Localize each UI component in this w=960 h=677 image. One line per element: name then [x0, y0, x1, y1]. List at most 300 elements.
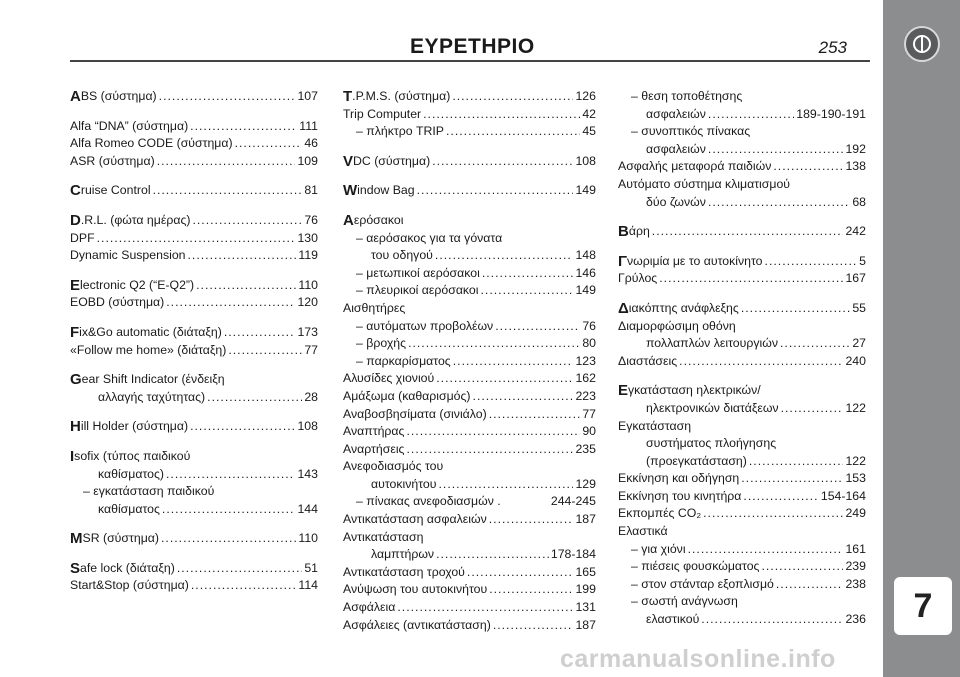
index-term: – εγκατάσταση παιδικού — [83, 484, 215, 499]
index-term: ασφαλειών — [646, 106, 706, 121]
page-ref: 122 — [845, 453, 866, 468]
index-line[interactable] — [70, 153, 318, 171]
page-ref: 173 — [297, 324, 318, 339]
index-column-2 — [343, 88, 596, 646]
dot-leader — [708, 141, 844, 159]
page-ref: 187 — [575, 512, 596, 527]
page-ref: 28 — [304, 389, 318, 404]
index-line[interactable] — [618, 194, 866, 212]
index-line[interactable] — [70, 389, 318, 407]
index-entry — [70, 418, 318, 436]
page-ref: 146 — [575, 265, 596, 280]
dot-leader — [406, 441, 573, 459]
index-entry — [618, 88, 866, 211]
index-term: άρη — [628, 224, 650, 239]
index-term: γκατάσταση ηλεκτρικών/ — [628, 383, 761, 398]
page-ref: 111 — [299, 118, 318, 133]
dot-leader — [228, 342, 302, 360]
dot-leader — [166, 294, 295, 312]
page-ref: 144 — [297, 501, 318, 516]
index-term: sofix (τύπος παιδικού — [74, 448, 191, 463]
dot-leader — [188, 247, 297, 265]
index-line[interactable] — [343, 511, 596, 529]
page-ref: 129 — [575, 476, 596, 491]
index-term: Εκκίνηση και οδήγηση — [618, 471, 740, 486]
page-ref: 120 — [297, 295, 318, 310]
index-line[interactable] — [70, 324, 318, 342]
chapter-tab[interactable]: 7 — [894, 577, 952, 635]
initial-letter: D — [70, 211, 81, 229]
index-term: ill Holder (σύστημα) — [80, 419, 189, 434]
index-entry — [70, 448, 318, 518]
page-ref: 189-190-191 — [796, 106, 866, 121]
dot-leader — [235, 135, 303, 153]
index-term: Αναβοσβησίματα (σινιάλο) — [343, 406, 487, 421]
dot-leader — [436, 546, 549, 564]
page-ref: 42 — [582, 106, 596, 121]
dot-leader — [708, 106, 794, 124]
dot-leader — [157, 153, 296, 171]
page-ref: 80 — [582, 336, 596, 351]
index-line[interactable] — [618, 158, 866, 176]
index-line[interactable] — [343, 546, 596, 564]
page-ref: 244-245 — [550, 494, 596, 509]
index-line[interactable] — [343, 493, 596, 511]
index-line[interactable] — [618, 558, 866, 576]
index-term: – θεση τοποθέτησης — [631, 89, 743, 103]
index-entry — [70, 324, 318, 359]
index-line[interactable] — [343, 247, 596, 265]
dot-leader — [493, 617, 574, 635]
index-term: Alfa “DNA” (σύστημα) — [70, 118, 189, 133]
dot-leader — [191, 577, 297, 595]
page-ref: 77 — [304, 342, 318, 357]
index-line[interactable] — [618, 382, 866, 400]
dot-leader — [436, 370, 573, 388]
dot-leader — [177, 560, 302, 578]
index-term: καθίσματος — [98, 501, 160, 516]
index-term: – πλήκτρο TRIP — [356, 124, 444, 139]
index-entry — [70, 371, 318, 406]
side-band — [883, 0, 960, 677]
index-line[interactable] — [70, 448, 318, 466]
index-term: ruise Control — [80, 183, 151, 198]
page-ref: 107 — [297, 89, 318, 103]
index-line[interactable] — [343, 458, 596, 476]
index-line[interactable] — [618, 88, 866, 106]
dot-leader — [192, 212, 302, 230]
index-entry — [343, 182, 596, 200]
index-term: Αντικατάσταση τροχού — [343, 564, 465, 579]
page-ref: 108 — [575, 153, 596, 168]
dot-leader — [467, 564, 574, 582]
index-term: Αντικατάσταση — [343, 529, 424, 544]
index-line[interactable] — [618, 253, 866, 271]
index-term: ASR (σύστημα) — [70, 153, 155, 168]
dot-leader — [196, 277, 296, 295]
dot-leader — [489, 581, 573, 599]
index-line[interactable] — [70, 466, 318, 484]
dot-leader — [708, 194, 850, 212]
dot-leader — [780, 335, 850, 353]
page-ref: 119 — [298, 248, 318, 263]
index-term: Ανύψωση του αυτοκινήτου — [343, 582, 488, 597]
index-line[interactable] — [618, 576, 866, 594]
index-term: ερόσακοι — [353, 212, 404, 227]
index-line[interactable] — [343, 318, 596, 336]
index-line[interactable] — [70, 230, 318, 248]
index-line[interactable] — [618, 435, 866, 453]
index-term: – μετωπικοί αερόσακοι — [356, 265, 480, 280]
index-line[interactable] — [618, 505, 866, 523]
index-line[interactable] — [343, 581, 596, 599]
index-line[interactable] — [618, 470, 866, 488]
index-line[interactable] — [618, 523, 866, 541]
index-line[interactable] — [618, 453, 866, 471]
initial-letter: E — [70, 276, 81, 294]
index-term: Start&Stop (σύστημα) — [70, 578, 189, 593]
index-term: Γρύλος — [618, 271, 658, 286]
dot-leader — [453, 353, 574, 371]
index-line[interactable] — [618, 400, 866, 418]
dot-leader — [438, 476, 573, 494]
dot-leader — [701, 611, 843, 629]
index-line[interactable] — [618, 488, 866, 506]
dot-leader — [743, 488, 818, 506]
index-entry — [618, 253, 866, 288]
index-term: .P.M.S. (σύστημα) — [352, 89, 451, 103]
dot-leader — [224, 324, 296, 342]
initial-letter: Δ — [618, 299, 629, 317]
dot-leader — [482, 265, 574, 283]
page-ref: 81 — [304, 183, 318, 198]
dot-leader — [659, 270, 843, 288]
page-ref: 148 — [575, 248, 596, 263]
page-ref: 162 — [575, 371, 596, 386]
page-number: 253 — [818, 38, 847, 57]
dot-leader — [397, 599, 573, 617]
dot-leader — [489, 406, 581, 424]
index-line[interactable] — [618, 106, 866, 124]
index-line[interactable] — [70, 277, 318, 295]
page-ref: 242 — [845, 224, 866, 239]
dot-leader — [481, 282, 574, 300]
page-ref: 46 — [304, 136, 318, 151]
index-line[interactable] — [618, 611, 866, 629]
index-entry — [70, 277, 318, 312]
index-term: ασφαλειών — [646, 141, 706, 156]
index-line[interactable] — [618, 318, 866, 336]
initial-letter: F — [70, 323, 80, 341]
page-ref: 153 — [845, 471, 866, 486]
page-ref: 108 — [297, 419, 318, 434]
index-line[interactable] — [343, 564, 596, 582]
dot-leader — [765, 253, 858, 271]
page-ref: 76 — [304, 212, 318, 227]
index-line[interactable] — [70, 212, 318, 230]
dot-leader — [446, 123, 580, 141]
index-term: αυτοκινήτου — [371, 476, 437, 491]
index-line[interactable] — [343, 265, 596, 283]
page-ref: 5 — [859, 253, 866, 268]
initial-letter: T — [343, 88, 353, 105]
page-ref: 236 — [845, 612, 866, 627]
dot-leader — [688, 541, 844, 559]
index-line[interactable] — [343, 230, 596, 248]
index-entry — [343, 88, 596, 141]
index-line[interactable] — [343, 335, 596, 353]
index-term: Αναρτήσεις — [343, 441, 405, 456]
initial-letter: E — [618, 382, 629, 400]
page-ref: 235 — [575, 441, 596, 456]
index-line[interactable] — [618, 353, 866, 371]
page-ref: 45 — [582, 124, 596, 139]
index-term: αλλαγής ταχύτητας) — [98, 389, 206, 404]
index-entry — [70, 530, 318, 548]
dot-leader — [781, 400, 844, 418]
page-ref: 110 — [298, 277, 318, 292]
dot-leader — [166, 466, 295, 484]
page-ref: 149 — [575, 183, 596, 198]
index-term: .R.L. (φώτα ημέρας) — [80, 212, 191, 227]
index-term: – για χιόνι — [631, 541, 686, 556]
index-line[interactable] — [343, 282, 596, 300]
page-ref: 187 — [575, 617, 596, 632]
index-line[interactable] — [343, 599, 596, 617]
page-ref: 114 — [298, 578, 318, 593]
dot-leader — [703, 505, 843, 523]
dot-leader — [432, 153, 573, 171]
dot-leader — [159, 88, 296, 106]
watermark: carmanualsonline.info — [560, 645, 836, 673]
initial-letter: C — [70, 182, 81, 200]
index-entry — [618, 223, 866, 241]
index-term: SR (σύστημα) — [82, 531, 159, 546]
index-line[interactable] — [343, 370, 596, 388]
index-term: λαμπτήρων — [371, 547, 435, 562]
index-term: Διαστάσεις — [618, 353, 678, 368]
dot-leader — [417, 182, 574, 200]
dot-leader — [97, 230, 296, 248]
dot-leader — [190, 418, 295, 436]
index-line[interactable] — [343, 123, 596, 141]
index-line[interactable] — [70, 135, 318, 153]
page-ref: 126 — [575, 89, 596, 103]
index-term: Εγκατάσταση — [618, 418, 692, 433]
dot-leader — [423, 106, 580, 124]
dot-leader — [153, 182, 303, 200]
index-line[interactable] — [618, 141, 866, 159]
dot-leader — [652, 223, 844, 241]
index-line[interactable] — [618, 223, 866, 241]
page-ref: 131 — [575, 600, 596, 615]
page-ref: 239 — [845, 559, 866, 574]
index-term: Ασφαλής μεταφορά παιδιών — [618, 159, 772, 174]
index-term: – συνοπτικός πίνακας — [631, 124, 751, 139]
page-ref: 55 — [852, 300, 866, 315]
dot-leader — [435, 247, 574, 265]
index-term: DC (σύστημα) — [353, 153, 431, 168]
index-line[interactable] — [70, 294, 318, 312]
index-term: ελαστικού — [646, 612, 700, 627]
index-term: του οδηγού — [371, 248, 433, 263]
index-term: Αυτόματο σύστημα κλιματισμού — [618, 176, 791, 191]
index-line[interactable] — [618, 593, 866, 611]
index-line[interactable] — [343, 617, 596, 635]
index-line[interactable] — [343, 476, 596, 494]
index-line[interactable] — [343, 406, 596, 424]
index-line[interactable] — [343, 423, 596, 441]
index-line[interactable] — [618, 335, 866, 353]
dot-leader — [749, 453, 844, 471]
page-ref: 149 — [575, 283, 596, 298]
index-term: Αναπτήρας — [343, 424, 405, 439]
index-term: δύο ζωνών — [646, 194, 706, 209]
index-entry — [70, 88, 318, 106]
page-ref: 143 — [297, 466, 318, 481]
index-line[interactable] — [70, 342, 318, 360]
index-line[interactable] — [343, 88, 596, 106]
index-line[interactable] — [70, 530, 318, 548]
dot-leader — [406, 423, 580, 441]
index-line[interactable] — [343, 106, 596, 124]
index-line[interactable] — [343, 388, 596, 406]
index-term: DPF — [70, 230, 95, 245]
page-ref: 154-164 — [820, 488, 866, 503]
index-term: ηλεκτρονικών διατάξεων — [646, 400, 779, 415]
index-term: – σωστή ανάγνωση — [631, 594, 738, 609]
dot-leader — [773, 158, 843, 176]
index-line[interactable] — [343, 441, 596, 459]
dot-leader — [495, 318, 580, 336]
dot-leader — [489, 511, 574, 529]
index-column-1 — [70, 88, 318, 607]
index-term: lectronic Q2 (“E-Q2”) — [80, 277, 195, 292]
index-term: ix&Go automatic (διάταξη) — [79, 324, 222, 339]
initial-letter: W — [343, 182, 358, 200]
index-line[interactable] — [618, 270, 866, 288]
index-entry — [70, 212, 318, 265]
index-term: – στον στάνταρ εξοπλισμό — [631, 576, 774, 591]
index-term: Ελαστικά — [618, 524, 668, 539]
dot-leader — [207, 389, 302, 407]
initial-letter: S — [70, 559, 81, 577]
index-line[interactable] — [70, 118, 318, 136]
index-line[interactable] — [70, 577, 318, 595]
index-term: Dynamic Suspension — [70, 248, 186, 263]
index-term: ear Shift Indicator (ένδειξη — [81, 372, 225, 387]
dot-leader — [161, 530, 296, 548]
page-ref: 27 — [852, 336, 866, 351]
page-ref: 223 — [575, 388, 596, 403]
index-line[interactable] — [343, 182, 596, 200]
index-term: EOBD (σύστημα) — [70, 295, 165, 310]
index-entry — [343, 212, 596, 634]
index-term: Αλυσίδες χιονιού — [343, 371, 435, 386]
dot-leader — [776, 576, 844, 594]
index-term: Trip Computer — [343, 106, 422, 121]
initial-letter: Γ — [618, 252, 628, 270]
index-line[interactable] — [70, 247, 318, 265]
index-line[interactable] — [343, 153, 596, 171]
dot-leader — [741, 470, 843, 488]
index-line[interactable] — [618, 123, 866, 141]
index-term: indow Bag — [357, 183, 415, 198]
index-line[interactable] — [70, 88, 318, 106]
index-line[interactable] — [343, 529, 596, 547]
index-line[interactable] — [618, 418, 866, 436]
page-ref: 110 — [298, 531, 318, 546]
index-column-3 — [618, 88, 866, 641]
header-rule — [70, 60, 870, 62]
index-term: ιακόπτης ανάφλεξης — [628, 300, 739, 315]
index-term: Alfa Romeo CODE (σύστημα) — [70, 136, 233, 151]
index-term: – πλευρικοί αερόσακοι — [356, 283, 479, 298]
page-ref: 240 — [845, 353, 866, 368]
page-ref: 138 — [845, 159, 866, 174]
dot-leader — [190, 118, 297, 136]
index-line[interactable] — [343, 353, 596, 371]
dot-leader — [679, 353, 843, 371]
index-term: Εκπομπές CO₂ — [618, 506, 702, 521]
page-ref: 161 — [845, 541, 866, 556]
page-ref: 167 — [845, 271, 866, 286]
dot-leader — [408, 335, 580, 353]
index-line[interactable] — [618, 176, 866, 194]
index-line[interactable] — [343, 212, 596, 230]
index-term: Ανεφοδιασμός του — [343, 459, 444, 474]
page-title: ΕΥΡΕΤΗΡΙΟ — [410, 35, 535, 58]
page-ref: 238 — [845, 576, 866, 591]
index-line[interactable] — [70, 483, 318, 501]
dot-leader — [761, 558, 843, 576]
index-term: «Follow me home» (διάταξη) — [70, 342, 227, 357]
index-term: πολλαπλών λειτουργιών — [646, 336, 778, 351]
index-line[interactable] — [618, 541, 866, 559]
page-ref: 192 — [845, 141, 866, 156]
initial-letter: A — [343, 211, 354, 229]
index-term: Εκκίνηση του κινητήρα — [618, 488, 742, 503]
index-line[interactable] — [70, 418, 318, 436]
index-line[interactable] — [618, 300, 866, 318]
dot-leader — [452, 88, 573, 106]
index-term: – αερόσακος για τα γόνατα — [356, 230, 503, 245]
page-ref: 90 — [582, 424, 596, 439]
index-term: Διαμορφώσιμη οθόνη — [618, 318, 736, 333]
index-term: Ασφάλεια — [343, 600, 396, 615]
index-line[interactable] — [70, 371, 318, 389]
index-term: Ασφάλειες (αντικατάσταση) — [343, 617, 491, 632]
initial-letter: I — [70, 447, 75, 465]
index-line[interactable] — [70, 182, 318, 200]
page-ref: 68 — [852, 194, 866, 209]
index-entry — [618, 300, 866, 370]
index-entry — [70, 182, 318, 200]
index-term: (προεγκατάσταση) — [646, 453, 747, 468]
index-line[interactable] — [70, 501, 318, 519]
page-ref: 51 — [304, 560, 318, 575]
page-ref: 123 — [575, 353, 596, 368]
page-ref: 130 — [297, 230, 318, 245]
index-term: καθίσματος) — [98, 466, 165, 481]
index-entry — [70, 118, 318, 171]
index-term: νωριμία με το αυτοκίνητο — [627, 253, 763, 268]
index-term: BS (σύστημα) — [80, 89, 157, 103]
index-term: – παρκαρίσματος — [356, 353, 451, 368]
index-line[interactable] — [70, 560, 318, 578]
index-line[interactable] — [343, 300, 596, 318]
initial-letter: B — [618, 223, 629, 241]
